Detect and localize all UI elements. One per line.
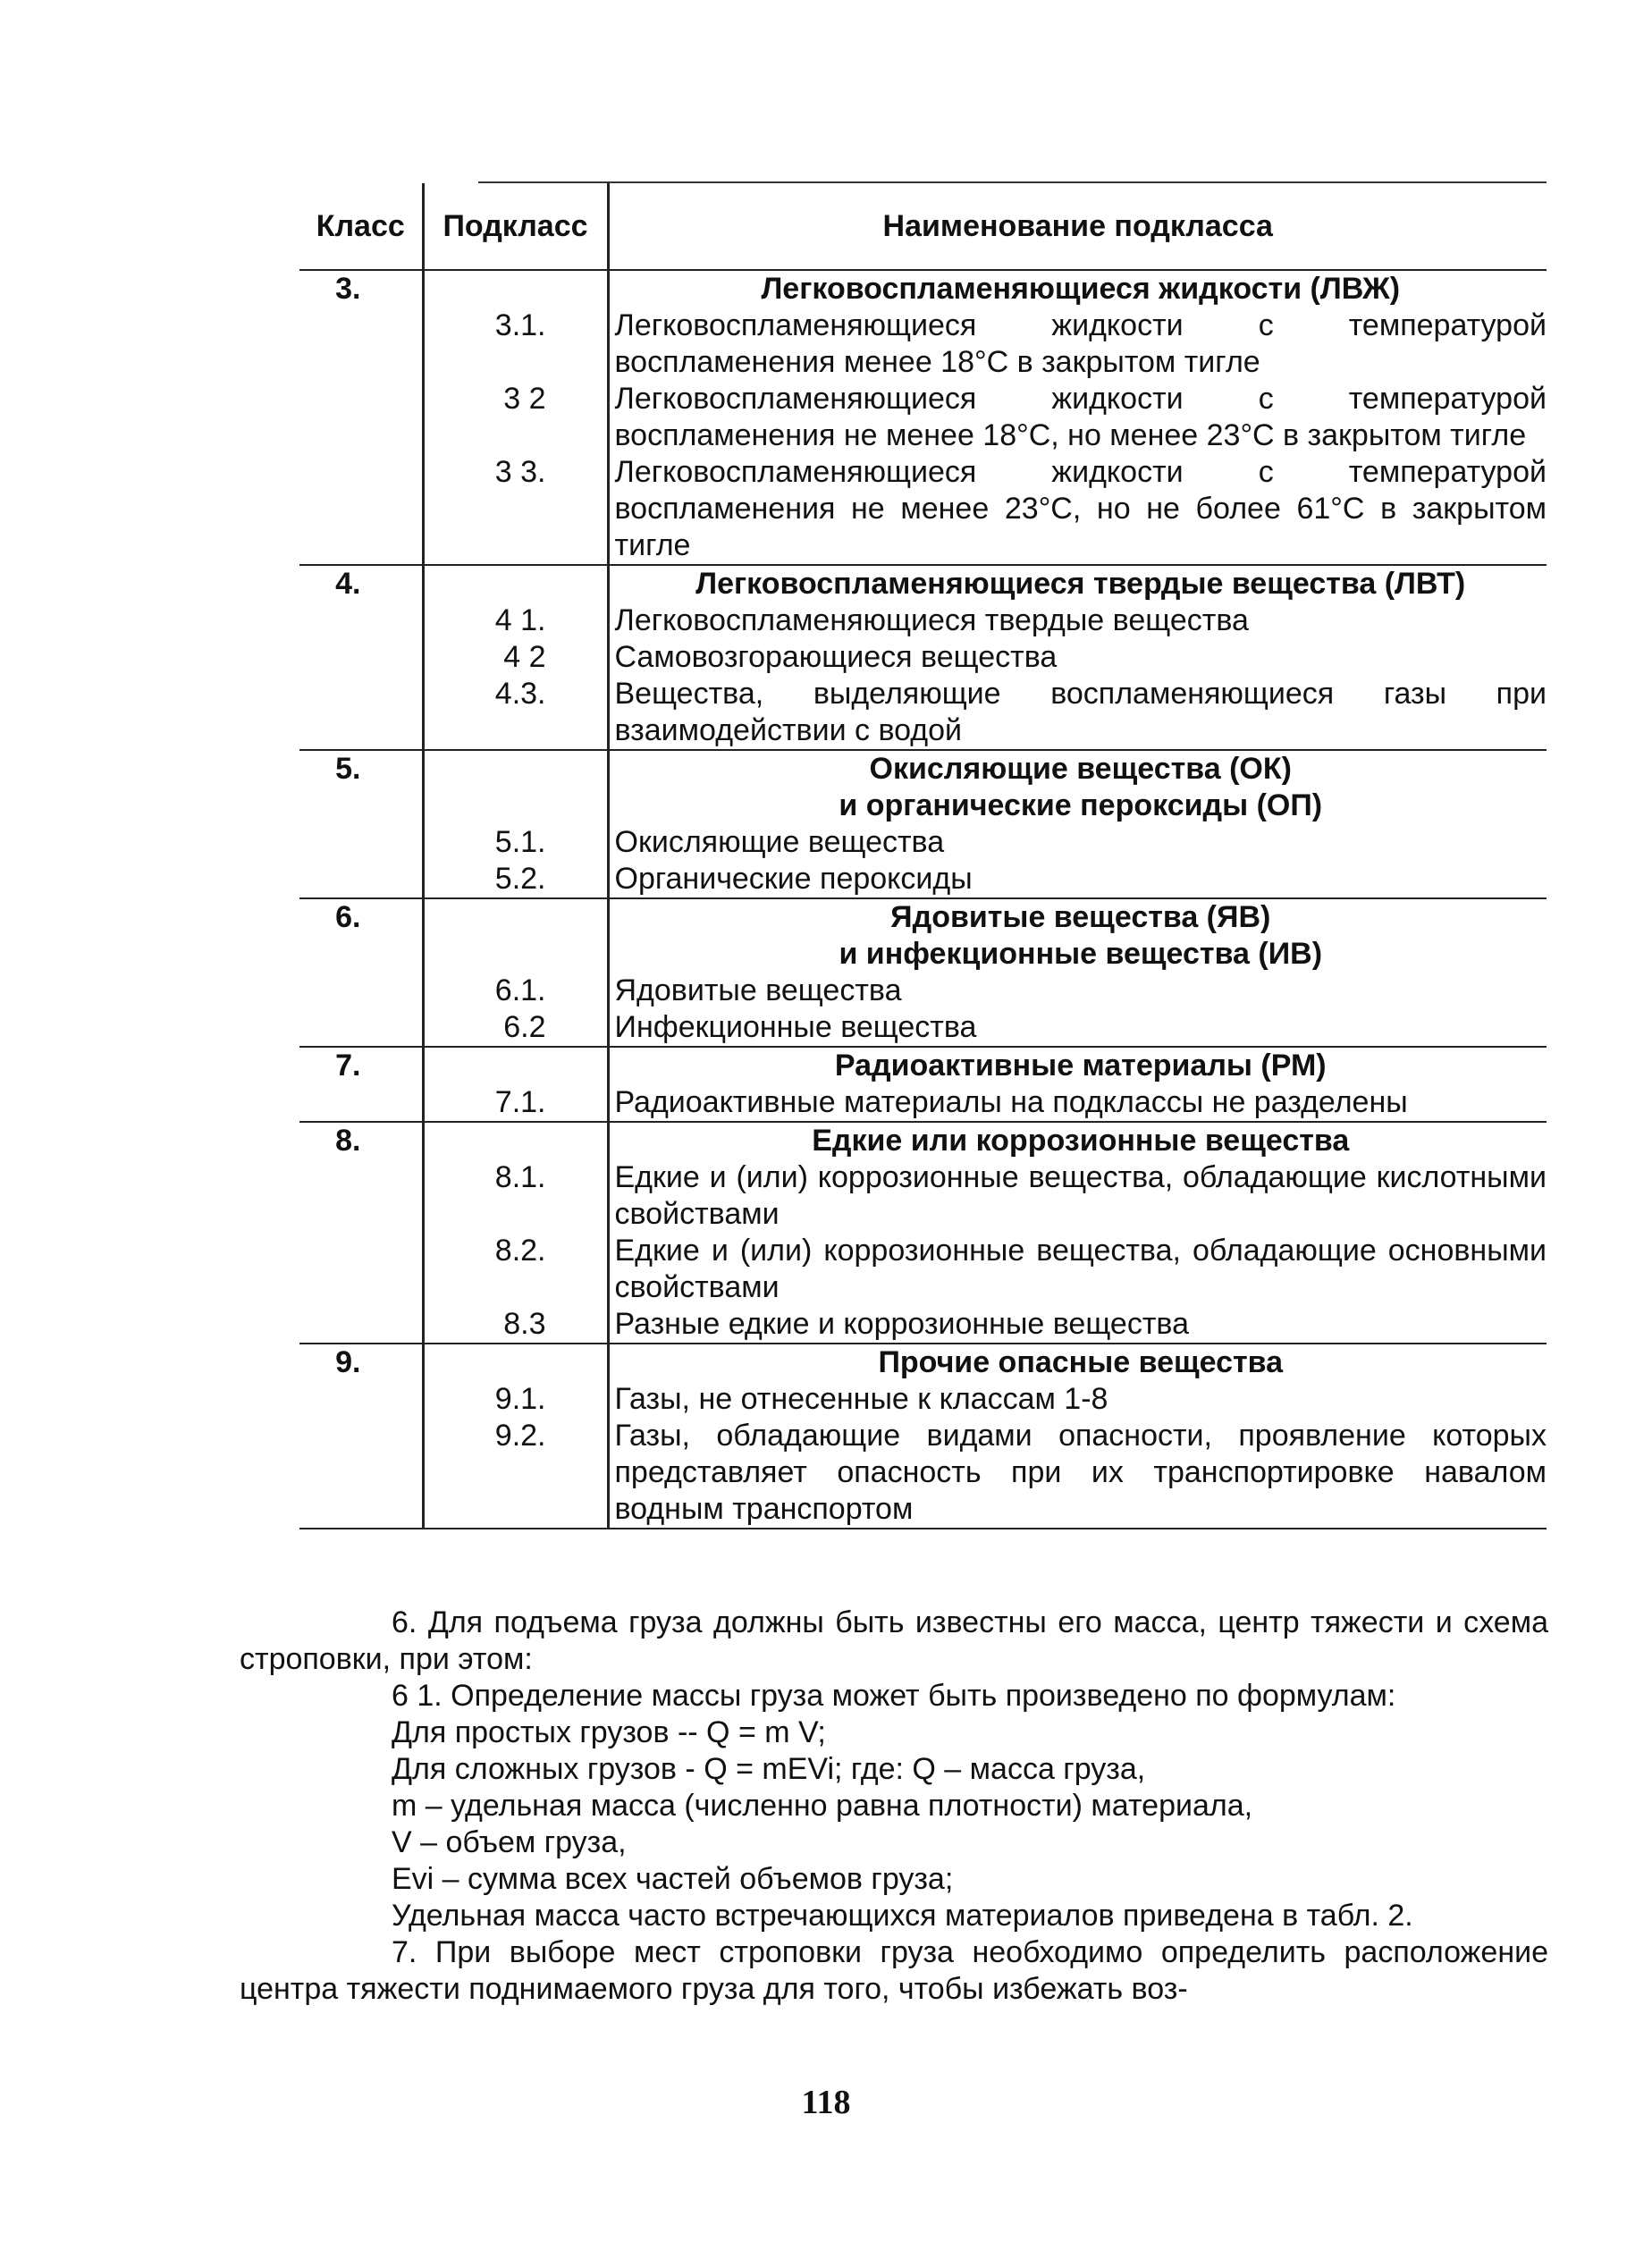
subclass-cell [423,270,608,308]
class-number: 8. [335,1124,361,1158]
subclass-row [299,602,1547,639]
subclass-row [299,973,1547,1009]
class-title-row [299,565,1547,602]
class-cell [299,1159,423,1233]
definition-m: m – удельная масса (численно равна плотности) материала, [392,1789,1253,1823]
class-title-row [299,936,1547,973]
class-cell [299,602,423,639]
subclass-cell [423,1047,608,1084]
subclass-row [299,824,1547,861]
subclass-number: 5.1. [423,824,608,861]
subclass-description: Вещества, выделяющие воспламеняющиеся газы при взаимодействии с водой [608,676,1547,750]
subclass-description: Газы, не отнесенные к классам 1-8 [608,1381,1547,1418]
class-title: Окисляющие вещества (ОК) [608,750,1547,788]
subclass-row [299,1159,1547,1233]
body-text [240,1605,1548,2008]
subclass-cell [423,1344,608,1381]
subclass-description: Инфекционные вещества [608,1009,1547,1047]
class-group [299,270,1547,565]
subclass-row [299,676,1547,750]
definition-v: V – объем груза, [392,1825,627,1859]
class-cell [299,1233,423,1306]
class-number: 6. [335,900,361,934]
subclass-description: Окисляющие вещества [608,824,1547,861]
subclass-number: 3 3. [423,454,608,565]
class-cell [299,454,423,565]
subclass-cell [423,788,608,824]
subclass-row [299,308,1547,381]
class-cell [299,639,423,676]
class-title: и органические пероксиды (ОП) [608,788,1547,824]
subclass-number: 6.1. [423,973,608,1009]
subclass-row [299,639,1547,676]
formula-complex: Для сложных грузов - Q = mEVi; где: Q – масса груза, [392,1752,1146,1786]
subclass-number: 8.3 [423,1306,608,1344]
class-number: 4. [335,567,361,601]
class-title-row [299,1344,1547,1381]
subclass-description: Легковоспламеняющиеся жидкости с температурой воспламенения менее 18°С в закрытом тигле [608,308,1547,381]
subclass-row [299,861,1547,898]
class-title-row [299,898,1547,936]
header-name: Наименование подкласса [608,183,1547,270]
class-cell [299,381,423,454]
class-title-row [299,750,1547,788]
class-cell [299,308,423,381]
class-cell [299,1381,423,1418]
subclass-description: Радиоактивные материалы на подклассы не разделены [608,1084,1547,1122]
subclass-row [299,1233,1547,1306]
class-title-row [299,1047,1547,1084]
class-title: и инфекционные вещества (ИВ) [608,936,1547,973]
class-cell [299,861,423,898]
class-cell [299,676,423,750]
class-title: Легковоспламеняющиеся жидкости (ЛВЖ) [608,270,1547,308]
class-number [299,936,423,973]
class-title: Едкие или коррозионные вещества [608,1122,1547,1159]
subclass-number: 6.2 [423,1009,608,1047]
class-cell [299,824,423,861]
hazard-classes-table [299,183,1547,1529]
subclass-cell [423,565,608,602]
class-title: Прочие опасные вещества [608,1344,1547,1381]
paragraph-7: 7. При выборе мест строповки груза необходимо определить расположение центра тяжести поднимаемого груза для того, чтобы избежать воз- [240,1935,1548,2006]
subclass-description: Самовозгорающиеся вещества [608,639,1547,676]
subclass-cell [423,1122,608,1159]
class-group [299,1122,1547,1344]
subclass-row [299,454,1547,565]
subclass-row [299,1009,1547,1047]
subclass-description: Разные едкие и коррозионные вещества [608,1306,1547,1344]
subclass-description: Ядовитые вещества [608,973,1547,1009]
subclass-number: 8.2. [423,1233,608,1306]
subclass-cell [423,898,608,936]
subclass-number: 3 2 [423,381,608,454]
subclass-row [299,1381,1547,1418]
subclass-description: Органические пероксиды [608,861,1547,898]
class-number: 7. [335,1049,361,1083]
class-cell [299,1306,423,1344]
subclass-description: Легковоспламеняющиеся жидкости с температурой воспламенения не менее 18°С, но менее 23°С в закрытом тигле [608,381,1547,454]
subclass-number: 3.1. [423,308,608,381]
class-cell [299,1084,423,1122]
class-number [299,788,423,824]
header-subclass: Подкласс [423,183,608,270]
class-title-row [299,270,1547,308]
definition-evi: Evi – сумма всех частей объемов груза; [392,1862,954,1896]
class-group [299,1047,1547,1122]
table-top-rule [478,181,1547,183]
class-number: 9. [335,1345,361,1379]
class-title: Радиоактивные материалы (РМ) [608,1047,1547,1084]
subclass-description: Легковоспламеняющиеся жидкости с температурой воспламенения не менее 23°С, но не более 61°С в закрытом тигле [608,454,1547,565]
class-title: Легковоспламеняющиеся твердые вещества (ЛВТ) [608,565,1547,602]
subclass-description: Едкие и (или) коррозионные вещества, обладающие кислотными свойствами [608,1159,1547,1233]
subclass-description: Едкие и (или) коррозионные вещества, обладающие основными свойствами [608,1233,1547,1306]
class-group [299,1344,1547,1529]
subclass-number: 4 2 [423,639,608,676]
subclass-cell [423,936,608,973]
subclass-number: 5.2. [423,861,608,898]
class-title-row [299,1122,1547,1159]
class-group [299,750,1547,898]
specific-mass-note: Удельная масса часто встречающихся материалов приведена в табл. 2. [392,1899,1413,1933]
subclass-row [299,1418,1547,1529]
subclass-row [299,1084,1547,1122]
subclass-cell [423,750,608,788]
formula-simple: Для простых грузов -- Q = m V; [392,1715,826,1749]
class-group [299,565,1547,750]
class-cell [299,973,423,1009]
subclass-description: Легковоспламеняющиеся твердые вещества [608,602,1547,639]
paragraph-6: 6. Для подъема груза должны быть известны его масса, центр тяжести и схема строповки, при этом: [240,1605,1548,1676]
class-title: Ядовитые вещества (ЯВ) [608,898,1547,936]
subclass-number: 7.1. [423,1084,608,1122]
subclass-row [299,1306,1547,1344]
subclass-number: 9.2. [423,1418,608,1529]
paragraph-6-1: 6 1. Определение массы груза может быть произведено по формулам: [392,1679,1396,1713]
class-cell [299,1009,423,1047]
class-cell [299,1418,423,1529]
table-header-row [299,183,1547,270]
subclass-row [299,381,1547,454]
subclass-number: 4 1. [423,602,608,639]
subclass-number: 8.1. [423,1159,608,1233]
class-title-row [299,788,1547,824]
header-class: Класс [299,183,423,270]
page-number: 118 [801,2084,851,2121]
subclass-number: 9.1. [423,1381,608,1418]
class-number: 5. [335,752,361,786]
subclass-description: Газы, обладающие видами опасности, проявление которых представляет опасность при их транспортировке навалом водным транспортом [608,1418,1547,1529]
class-number: 3. [335,272,361,306]
subclass-number: 4.3. [423,676,608,750]
class-group [299,898,1547,1047]
